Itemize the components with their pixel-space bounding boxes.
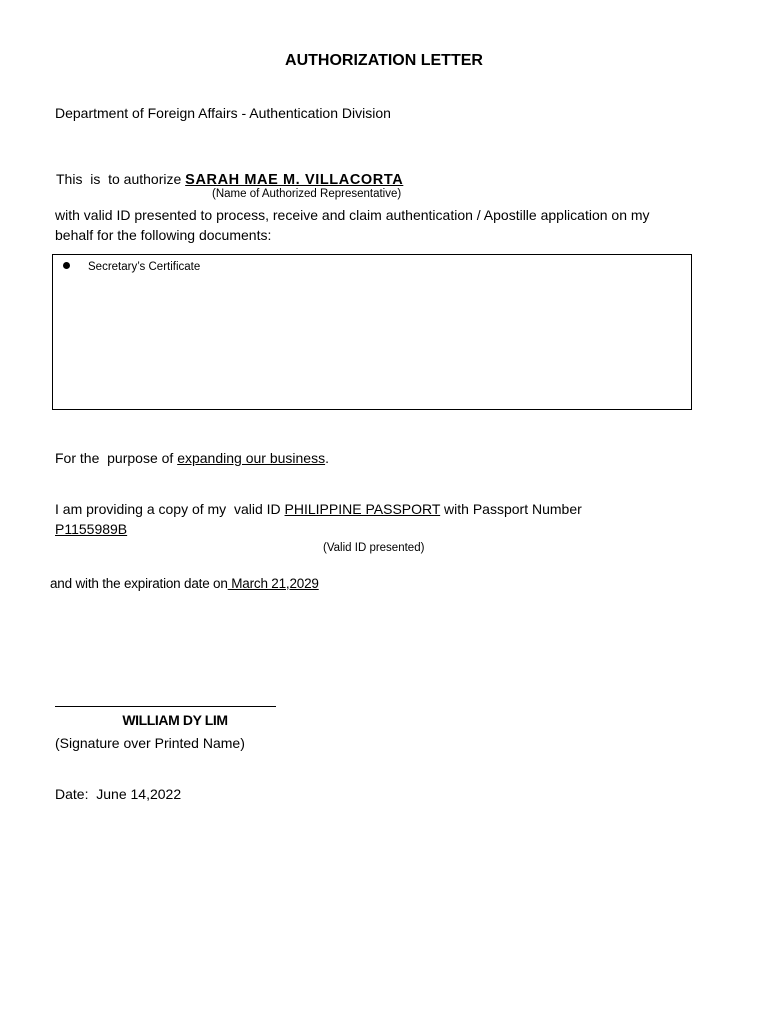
authorize-prefix: This is to authorize xyxy=(56,171,186,187)
document-list-item xyxy=(63,261,200,273)
date-label: Date: xyxy=(55,786,97,802)
signature-caption: (Signature over Printed Name) xyxy=(55,735,245,751)
bullet-icon xyxy=(63,262,70,269)
documents-box xyxy=(52,254,692,410)
representative-name: SARAH MAE M. VILLACORTA xyxy=(185,172,404,188)
purpose-line xyxy=(55,450,329,466)
id-middle: with Passport Number xyxy=(440,501,582,517)
date-line xyxy=(55,786,181,802)
id-type: PHILIPPINE PASSPORT xyxy=(284,501,441,517)
passport-number: P1155989B xyxy=(55,521,128,537)
purpose-value: expanding our business xyxy=(177,450,326,466)
letter-title: AUTHORIZATION LETTER xyxy=(285,52,483,69)
document-name: Secretary’s Certificate xyxy=(88,261,201,273)
signature-line xyxy=(55,706,276,707)
purpose-text-line-2: behalf for the following documents: xyxy=(55,227,272,243)
representative-caption: (Name of Authorized Representative) xyxy=(212,188,402,200)
expiration-prefix: and with the expiration date on xyxy=(50,576,228,591)
id-caption: (Valid ID presented) xyxy=(323,542,425,554)
purpose-text-line-1: with valid ID presented to process, receive and claim authentication / Apostille application on my xyxy=(55,207,650,223)
addressee: Department of Foreign Affairs - Authentication Division xyxy=(55,105,391,121)
id-line xyxy=(55,501,582,517)
id-prefix: I am providing a copy of my valid ID xyxy=(55,501,285,517)
expiration-date: March 21,2029 xyxy=(227,576,319,591)
expiration-line xyxy=(50,576,319,591)
signatory-name: WILLIAM DY LIM xyxy=(122,712,228,728)
purpose-suffix: . xyxy=(325,450,329,466)
date-value: June 14,2022 xyxy=(96,786,182,802)
purpose-prefix: For the purpose of xyxy=(55,450,178,466)
authorize-line xyxy=(56,171,403,188)
